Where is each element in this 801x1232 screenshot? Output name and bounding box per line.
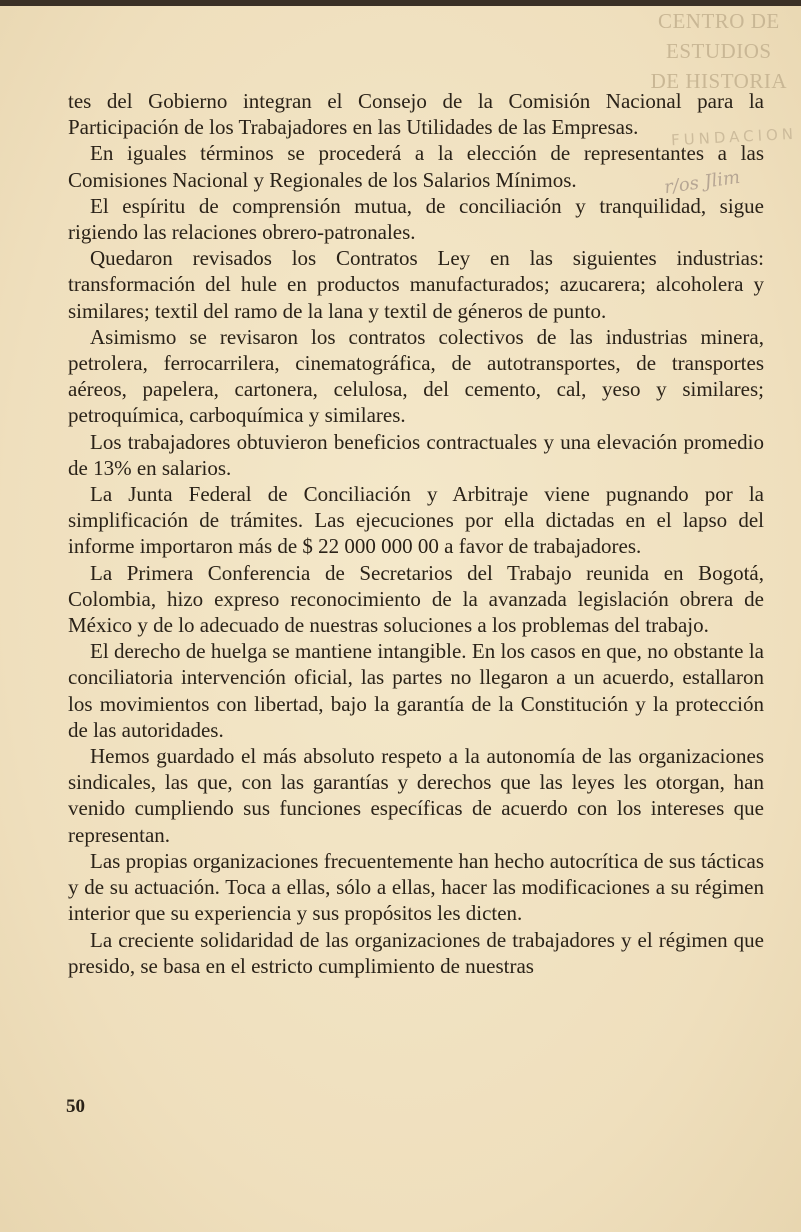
paragraph-12: La creciente solidaridad de las organizaciones de trabajadores y el régimen que presido, se basa en el estricto cumplimiento de nuestras — [68, 927, 764, 978]
paragraph-7: La Junta Federal de Conciliación y Arbitraje viene pugnando por la simplificación de trámites. Las ejecuciones por ella dictadas en el lapso del informe importaron más de $ 22 000 000 00 a favor de trabajadores. — [68, 482, 764, 559]
stamp-line-2: ESTUDIOS — [666, 39, 772, 63]
paragraph-11: Las propias organizaciones frecuentemente han hecho autocrítica de sus tácticas y de su actuación. Toca a ellas, sólo a ellas, hacer las modificaciones a su régimen interior que su experiencia y sus propósitos les dicten. — [68, 848, 764, 926]
paragraph-9: El derecho de huelga se mantiene intangible. En los casos en que, no obstante la conciliatoria intervención oficial, las partes no llegaron a un acuerdo, estallaron los movimientos con libertad, bajo la garantía de la Constitución y la protección de las autoridades. — [68, 639, 764, 742]
page-number: 50 — [66, 1096, 85, 1117]
stamp-line-3: DE HISTORIA — [650, 69, 787, 93]
paragraph-3: El espíritu de comprensión mutua, de conciliación y tranquilidad, sigue rigiendo las relaciones obrero-patronales. — [68, 193, 764, 245]
paragraph-10: Hemos guardado el más absoluto respeto a la autonomía de las organizaciones sindicales, las que, con las garantías y derechos que las leyes les otorgan, han venido cumpliendo sus funciones específicas de acuerdo con los intereses que representan. — [68, 744, 764, 847]
paragraph-4: Quedaron revisados los Contratos Ley en las siguientes industrias: transformación del hule en productos manufacturados; azucarera; alcoholera y similares; textil del ramo de la lana y textil de géneros de punto. — [68, 246, 764, 323]
paragraph-5: Asimismo se revisaron los contratos colectivos de las industrias minera, petrolera, ferrocarrilera, cinematográfica, de autotransportes, de transportes aéreos, papelera, cartonera, celulosa, del cemento, cal, yeso y similares; petroquímica, carboquímica y similares. — [68, 324, 764, 428]
stamp-fundacion: FUNDACION — [670, 124, 798, 150]
paragraph-6: Los trabajadores obtuvieron beneficios contractuales y una elevación promedio de 13% en salarios. — [68, 429, 764, 480]
stamp-line-1: CENTRO DE — [657, 9, 780, 33]
paragraph-2: En iguales términos se procederá a la elección de representantes a las Comisiones Nacional y Regionales de los Salarios Mínimos. — [68, 141, 764, 192]
body-text — [68, 88, 764, 979]
archive-stamp — [651, 6, 787, 96]
handwritten-annotation: r/os Jlim — [662, 166, 742, 199]
paragraph-1: tes del Gobierno integran el Consejo de la Comisión Nacional para la Participación de los Trabajadores en las Utilidades de las Empresas. — [68, 89, 764, 140]
paragraph-8: La Primera Conferencia de Secretarios del Trabajo reunida en Bogotá, Colombia, hizo expreso reconocimiento de la avanzada legislación obrera de México y de lo adecuado de nuestras soluciones a los problemas del trabajo. — [68, 560, 764, 638]
